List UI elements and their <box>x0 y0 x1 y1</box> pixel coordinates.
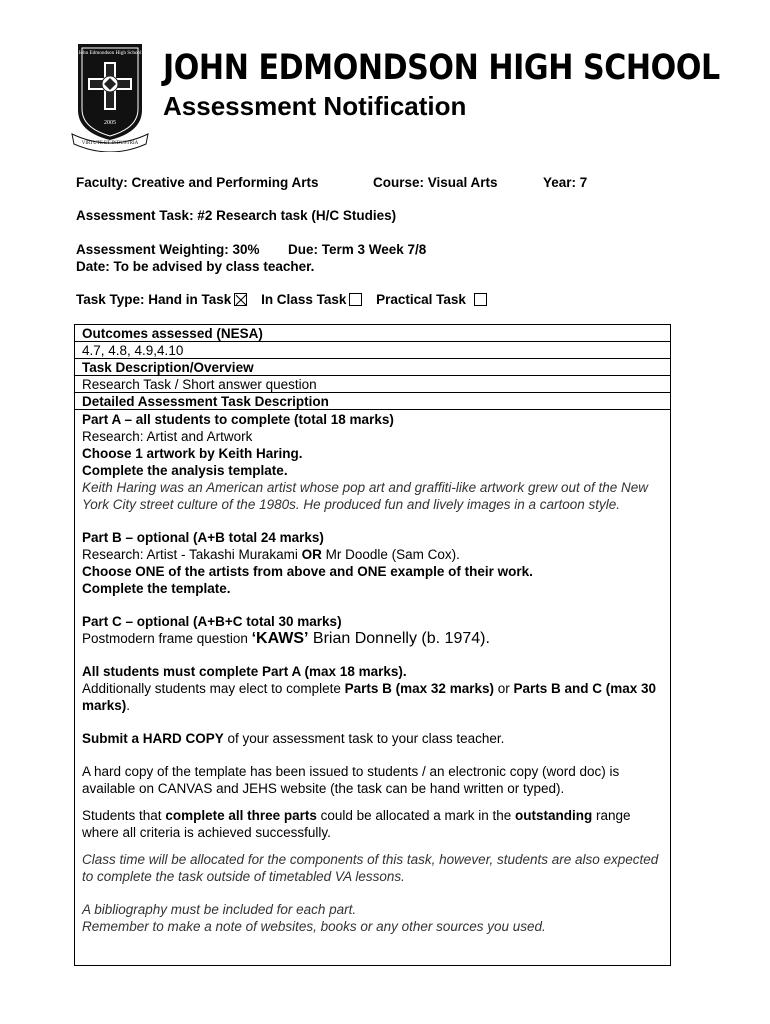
crest-motto-text: VIRTUTE ET INDUSTRIA <box>81 141 139 146</box>
part-c-line1-a: Postmodern frame question <box>82 631 252 646</box>
part-c-line1 <box>82 630 663 647</box>
part-c-title: Part C – optional (A+B+C total 30 marks) <box>82 614 342 629</box>
students-b: complete all three parts <box>165 808 317 823</box>
hand-in-task-label: Task Type: Hand in Task <box>76 292 232 307</box>
in-class-task-checkbox[interactable] <box>349 293 362 306</box>
additional-parts-b: Parts B (max 32 marks) <box>344 681 494 696</box>
practical-task-label: Practical Task <box>376 292 466 307</box>
class-time-note: Class time will be allocated for the components of this task, however, students are also expected to complete the task outside of timetabled VA lessons. <box>82 852 659 884</box>
task-type-row <box>76 292 491 307</box>
task-details-table <box>74 324 671 966</box>
submit-bold: Submit a HARD COPY <box>82 731 224 746</box>
school-crest-logo <box>70 40 150 152</box>
overview-value: Research Task / Short answer question <box>75 376 670 393</box>
additional-parts-bc: Parts B and C (max 30 marks) <box>82 681 657 713</box>
crest-school-text: John Edmondson High School <box>78 50 142 56</box>
part-b-or: OR <box>301 547 322 562</box>
due-label: Due: Term 3 Week 7/8 <box>288 242 427 257</box>
crest-year-text: 2005 <box>104 120 116 126</box>
additional-end: . <box>126 698 131 713</box>
hardcopy-note: A hard copy of the template has been issued to students / an electronic copy (word doc) is available on CANVAS and JEHS website (the task can be hand written or typed). <box>82 764 620 796</box>
part-c-kaws: ‘KAWS’ <box>251 630 309 647</box>
students-d: outstanding <box>515 808 593 823</box>
outcomes-header: Outcomes assessed (NESA) <box>75 325 670 342</box>
bibliography-note-2: Remember to make a note of websites, books or any other sources you used. <box>82 919 546 934</box>
document-title: Assessment Notification <box>163 91 467 121</box>
part-b-line3: Complete the template. <box>82 581 231 596</box>
students-e: range where all criteria is achieved successfully. <box>82 808 631 840</box>
submit-note <box>82 730 663 747</box>
detailed-header: Detailed Assessment Task Description <box>75 393 670 410</box>
year-label: Year: 7 <box>543 175 588 190</box>
in-class-task-label: In Class Task <box>261 292 347 307</box>
faculty-label: Faculty: Creative and Performing Arts <box>76 175 319 190</box>
part-b-title: Part B – optional (A+B total 24 marks) <box>82 530 324 545</box>
part-a-line2: Choose 1 artwork by Keith Haring. <box>82 446 303 461</box>
part-a-line1: Research: Artist and Artwork <box>82 429 253 444</box>
practical-task-checkbox[interactable] <box>474 293 487 306</box>
overview-header: Task Description/Overview <box>75 359 670 376</box>
bibliography-note-1: A bibliography must be included for each part. <box>82 902 357 917</box>
detailed-description <box>75 410 670 935</box>
additional-or: or <box>493 681 514 696</box>
students-a: Students that <box>82 808 166 823</box>
weighting-label: Assessment Weighting: 30% <box>76 242 260 257</box>
part-b-line1-b: Mr Doodle (Sam Cox). <box>321 547 460 562</box>
assessment-task-label: Assessment Task: #2 Research task (H/C Studies) <box>76 208 397 223</box>
school-name: JOHN EDMONDSON HIGH SCHOOL <box>163 48 720 88</box>
part-a-title: Part A – all students to complete (total 18 marks) <box>82 412 394 427</box>
part-c-line1-b: Brian Donnelly (b. 1974). <box>308 630 490 647</box>
part-b-line1-a: Research: Artist - Takashi Murakami <box>82 547 302 562</box>
students-note <box>82 807 663 841</box>
additional-a: Additionally students may elect to complete <box>82 681 345 696</box>
part-b-line1 <box>82 546 663 563</box>
submit-rest: of your assessment task to your class teacher. <box>223 731 505 746</box>
part-a-line3: Complete the analysis template. <box>82 463 288 478</box>
additional-note <box>82 680 663 714</box>
course-label: Course: Visual Arts <box>373 175 498 190</box>
outcomes-value: 4.7, 4.8, 4.9,4.10 <box>75 342 670 359</box>
part-a-description: Keith Haring was an American artist whose pop art and graffiti-like artwork grew out of the New York City street culture of the 1980s. He produced fun and lively images in a cartoon style. <box>82 480 649 512</box>
students-c: could be allocated a mark in the <box>316 808 515 823</box>
date-label: Date: To be advised by class teacher. <box>76 259 315 274</box>
all-students-note: All students must complete Part A (max 18 marks). <box>82 664 407 679</box>
hand-in-task-checkbox[interactable] <box>234 293 247 306</box>
part-b-line2: Choose ONE of the artists from above and ONE example of their work. <box>82 564 533 579</box>
